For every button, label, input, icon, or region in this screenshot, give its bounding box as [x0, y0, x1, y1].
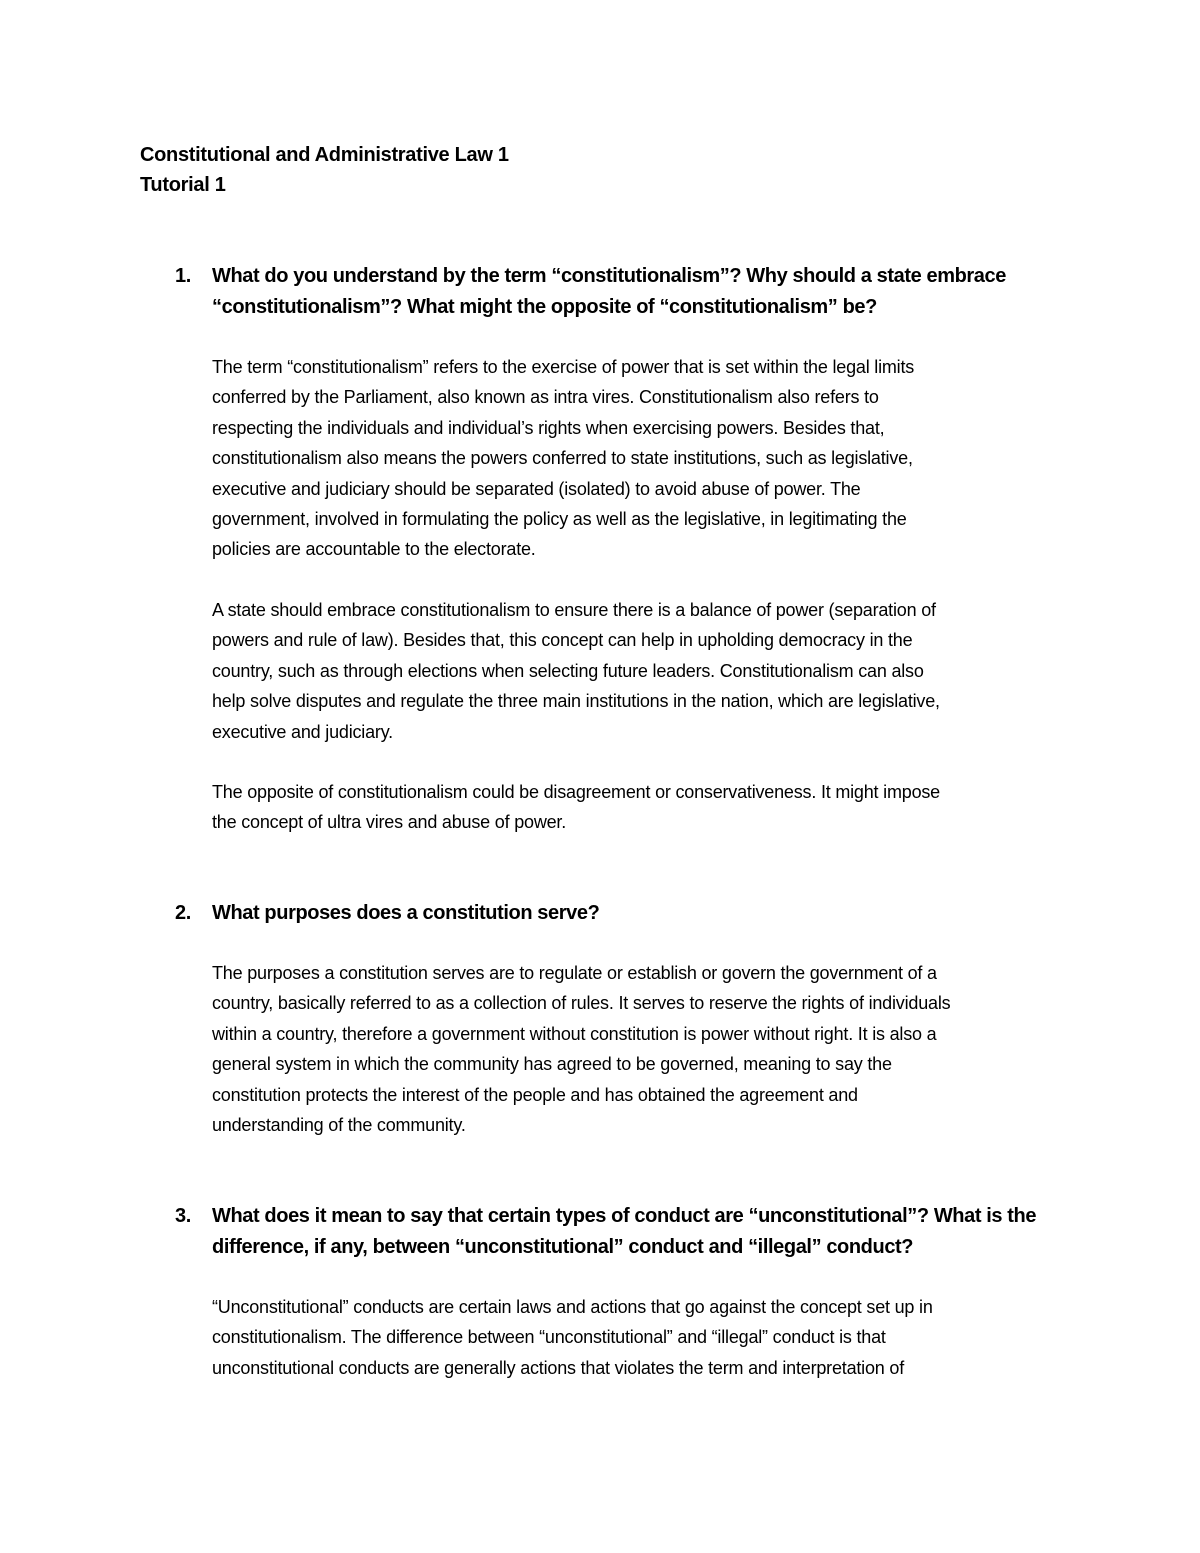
answer-3-paragraph-1: [212, 1292, 1112, 1383]
answer-line: country, basically referred to as a collection of rules. It serves to reserve the rights of individuals: [212, 993, 951, 1014]
answer-line: country, such as through elections when selecting future leaders. Constitutionalism can also: [212, 660, 924, 681]
question-number: 2.: [175, 902, 191, 924]
question-text-line: What do you understand by the term “constitutionalism”? Why should a state embrace: [212, 265, 1006, 287]
answer-line: The opposite of constitutionalism could be disagreement or conservativeness. It might impose: [212, 782, 940, 802]
question-text-line: What does it mean to say that certain types of conduct are “unconstitutional”? What is the: [212, 1205, 1037, 1227]
answer-line: conferred by the Parliament, also known as intra vires. Constitutionalism also refers to: [212, 387, 879, 408]
answer-line: general system in which the community has agreed to be governed, meaning to say the: [212, 1054, 892, 1075]
document-title: [140, 140, 509, 200]
course-title: Constitutional and Administrative Law 1: [140, 144, 509, 166]
question-text-line: “constitutionalism”? What might the opposite of “constitutionalism” be?: [212, 296, 877, 318]
answer-line: help solve disputes and regulate the three main institutions in the nation, which are legislative,: [212, 691, 940, 712]
question-text-line: What purposes does a constitution serve?: [212, 902, 600, 924]
answer-line: “Unconstitutional” conducts are certain laws and actions that go against the concept set up in: [212, 1297, 933, 1317]
answer-line: within a country, therefore a government without constitution is power without right. It is also a: [212, 1023, 937, 1044]
answer-line: A state should embrace constitutionalism to ensure there is a balance of power (separation of: [212, 600, 936, 620]
answer-line: government, involved in formulating the policy as well as the legislative, in legitimating the: [212, 509, 907, 530]
answer-line: The purposes a constitution serves are to regulate or establish or govern the government of a: [212, 963, 937, 983]
answer-line: constitutionalism. The difference between “unconstitutional” and “illegal” conduct is that: [212, 1327, 886, 1348]
question-number: 1.: [175, 265, 191, 287]
answer-line: respecting the individuals and individual’s rights when exercising powers. Besides that,: [212, 417, 885, 438]
answer-line: understanding of the community.: [212, 1115, 466, 1136]
answer-line: executive and judiciary should be separated (isolated) to avoid abuse of power. The: [212, 478, 861, 499]
answer-line: constitution protects the interest of the people and has obtained the agreement and: [212, 1084, 858, 1105]
answer-line: unconstitutional conducts are generally actions that violates the term and interpretation of: [212, 1357, 905, 1378]
answer-1-paragraph-2: [212, 595, 1112, 747]
answer-1-paragraph-1: [212, 352, 1112, 565]
question-number: 3.: [175, 1205, 191, 1227]
question-3: [140, 1201, 1100, 1263]
tutorial-title: Tutorial 1: [140, 174, 226, 196]
answer-1-paragraph-3: [212, 777, 1112, 838]
question-2: [140, 898, 1100, 929]
answer-2-paragraph-1: [212, 958, 1112, 1140]
question-1: [140, 261, 1100, 323]
question-text-line: difference, if any, between “unconstitutional” conduct and “illegal” conduct?: [212, 1236, 914, 1258]
answer-line: policies are accountable to the electorate.: [212, 539, 536, 560]
answer-line: the concept of ultra vires and abuse of power.: [212, 812, 567, 833]
answer-line: The term “constitutionalism” refers to the exercise of power that is set within the legal limits: [212, 357, 915, 377]
answer-line: executive and judiciary.: [212, 721, 393, 742]
answer-line: constitutionalism also means the powers conferred to state institutions, such as legislative,: [212, 448, 913, 469]
answer-line: powers and rule of law). Besides that, this concept can help in upholding democracy in the: [212, 630, 913, 651]
